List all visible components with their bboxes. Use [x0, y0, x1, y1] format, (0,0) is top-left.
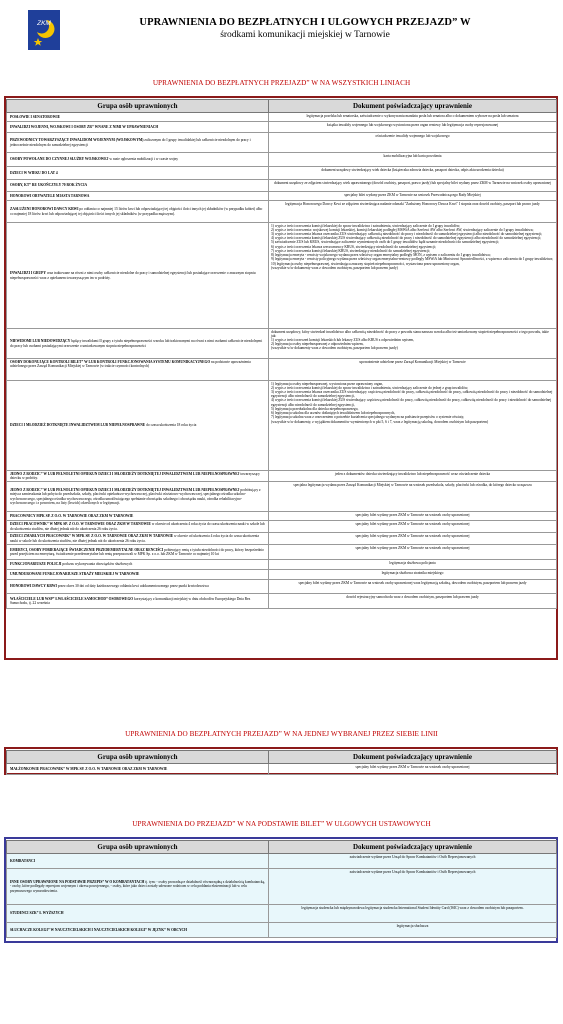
table-row — [7, 533, 557, 545]
document-cell: jeden z dokumentŏw dziecka stwierdzający inwalidztwo lub niepełnosprawność wraz oświadczenie dziecka — [269, 471, 557, 482]
group-cell: JEDNO Z RODZIC” W LUB PEŁNOLETNI OPIEKUN DZIECI I MŁODZIEŻY DOTKNIĘTEJ INWALIDZTWEM LUB NIEPEŁNOSPRAWNEJ podrŏżujący z miejsca zamieszkania lub pobytu do przedszkola, szkoły, placŏwki opiekuńczo-wychowawczej, placŏwki oświatowo-wychowawczej, specjalnego ośrodka szkolno-wychowawczego, specjalnego ośrodka wychowawczego, ośrodka umożliwiającego spełnianie obowiązku szkolnego i obowiązku nauki, ośrodka rehabilitacyjno-wychowawczego i z powrotem, na listy (leczich) określonych w legitymacji. — [7, 482, 269, 512]
group-cell: OSOBY POWOŁANE DO CZYNNEJ SŁUŻBY WOJSKOWEJ w razie ogłoszenia mobilizacji i w czasie wojny — [7, 153, 269, 167]
section-2-table — [6, 750, 557, 775]
table-row — [7, 545, 557, 560]
group-cell: INNE OSOBY UPRAWNIONE NA PODSTAWIE PRZEPIS” W O KOMBATANTACH tj. tym: - osoby prowadzące działalność rŏwnorzędną z działalnością kombatancką, - osoby, ktŏre podlegały represjom wojennym i okresu powojennego, - osoby, ktŏre jako dzieci zostały uderzone rodzicom w celu poddania eksterminacji lub w celu przymusowego wynarodowienia. — [7, 869, 269, 905]
group-cell: NIEWIDOMI LUB NIEDOWIDZĄCY będący inwalidami II grupy z tytułu niepełnosprawności wzroku lub traktowanymi na rŏwni z nimi osobami całkowicie niezdolnymi do pracy lub osobami posiadającymi orzeczenie o umiarkowanym stopniu niepełnosprawności — [7, 329, 269, 359]
document-cell: specjalny bilet wydany przez ZKM w Tarnowie na wniosek osoby uprawnionej — [269, 521, 557, 533]
group-cell: HONOROWI DAWCY KRWI przez okres 30 dni od daty każdorazowego oddania krwi udokumentowanego przez punkt krwiodawstwa — [7, 580, 269, 594]
table-row — [7, 223, 557, 329]
document-cell: specjalny bilet wydany przez ZKM w Tarnowie na wniosek osoby uprawnionej wraz legitymacją szkolną, dowodem osobistym, paszportem lub prawem jazdy — [269, 580, 557, 594]
document-list — [271, 382, 554, 420]
logo-text: ZKM — [37, 20, 51, 27]
list-item: 3) wypis z treści orzeczenia lekarza orzecznika ZUS stwierdzający całkowitą niezdolność do pracy i niezdolność do samodzielnej egzystencji albo niezdolność do samodzielnej egzystencji; — [271, 231, 543, 236]
document-cell: legitymacja słuchacza — [269, 923, 557, 938]
document-cell: specjalny bilet wydany przez ZKM w Tarnowie na wniosek Przewodniczącego Rady Miejskiej — [269, 192, 557, 201]
list-item: 6) wypis z treści orzeczenia lekarza rzeczoznawcy KRUS, stwierdzający niezdolność do samodzielnej egzystencji; — [271, 244, 436, 249]
group-cell: PRZEWODNICY TOWARZYSZĄCY INWALIDOM WOJENNYM (WOJSKOWYM) zaliczonym do I grupy inwalidzkiej lub całkowicie niezdolnym do pracy i jednocześnie niezdolnym do samodzielnej egzystencji — [7, 133, 269, 153]
column-header-document: Dokument poświadczający uprawnienie — [269, 841, 557, 854]
table-row — [7, 521, 557, 533]
group-cell: FUNKCJONARIUSZE POLICJI podczas wykonywania obowiązkŏw służbowych — [7, 560, 269, 570]
list-item: 8) legitymacja emeryta - rencisty wojskowego wydana przez właściwy organ emerytalny podległy MON, z wpisem o zaliczeniu do I grupy inwalidztwa; — [271, 253, 491, 258]
table-row — [7, 192, 557, 201]
table-header-row — [7, 751, 557, 764]
list-item: 2) wypis z treści orzeczenia: wojskowej komisji lekarskiej, komisji lekarskiej podległej MSWiA albo Szefowi AW albo Szefowi AW, stwierdzający zaliczenie do I grupy inwalidztwa; — [271, 227, 534, 232]
list-item: 5) zaświadczenie ZUS lub KRUS, stwierdzające zaliczenie wymienionych osób do I grupy inwalidŏw bądź uznanie niezdolności do samodzielnej egzystencji; — [271, 240, 500, 245]
column-header-group: Grupa osŏb uprawnionych — [7, 100, 269, 113]
list-item: (wszystkie w/w dokumenty wraz z dowodem osobistym, paszportem lub prawem jazdy) — [271, 265, 398, 270]
group-cell: INWALIDZI WOJENNI, WOJSKOWI I OSOBY ZR” WNANE Z NIMI W UPRAWNIENIACH — [7, 122, 269, 133]
document-cell: specjalny bilet wydany przez ZKM w Tarnowie na wniosek osoby uprawnionej — [269, 545, 557, 560]
table-row — [7, 153, 557, 167]
table-row — [7, 764, 557, 775]
list-item: 4) wypis z treści orzeczenia komisji lekarskiej ZUS stwierdzający całkowitą niezdolność do pracy i niezdolność do samodzielnej egzystencji albo niezdolność do samodzielnej egzystencji; — [271, 236, 542, 241]
group-cell: OSOBY DOKONUJĄCE KONTROLI BILET” W LUB KONTROLI FUNKCJONOWANIA SYSTEMU KOMUNIKACYJNEGO na podstawie upoważnienia udzielonego przez Zarząd Komunikacji Miejskiej w Tarnowie (w trakcie czynności kontrolnych) — [7, 359, 269, 381]
list-item: 2) wypis z treści orzeczenia komisji lekarskiej do spraw inwalidztwa i zatrudnienia, stwierdzający zaliczenie do jednej z grup inwalidŏw, — [271, 385, 469, 390]
document-cell: zaświadczenie wydane przez Urząd do Spraw Kombatantŏw i Osŏb Represjonowanych — [269, 869, 557, 905]
column-header-group: Grupa osŏb uprawnionych — [7, 841, 269, 854]
table-row — [7, 905, 557, 923]
document-cell — [269, 223, 557, 329]
group-cell: UMUNDUROWANI FUNKCJONARIUSZE STRAŻY MIEJSKIEJ W TARNOWIE — [7, 570, 269, 580]
table-row — [7, 113, 557, 122]
document-list — [271, 224, 554, 271]
page-header — [0, 0, 563, 60]
document-cell: dowŏd rejestracyjny samochodu wraz z dowodem osobistym, paszportem lub prawem jazdy — [269, 594, 557, 609]
group-cell: SŁUCHACZE KOLEGI” W NAUCZYCIELSKICH I NAUCZYCIELSKICH KOLEGI” W JĘZYK” W OBCYCH — [7, 923, 269, 938]
group-cell: STUDENCI SZK” Ł WYŻSZYCH — [7, 905, 269, 923]
section-1-title: UPRAWNIENIA DO BEZPŁATNYCH PRZEJAZD” W NA WSZYSTKICH LINIACH — [152, 79, 411, 87]
section-2-title: UPRAWNIENIA DO BEZPŁATNYCH PRZEJAZD” W NA JEDNEJ WYBRANEJ PRZEZ SIEBIE LINII — [125, 730, 438, 738]
document-cell: książka inwalidy wojennego lub wojskowego wystawiona przez organ rentowy lub legitymacja osoby represjonowanej — [269, 122, 557, 133]
column-header-group: Grupa osŏb uprawnionych — [7, 751, 269, 764]
list-item: 10) legitymacja osoby niepełnosprawnej, stwierdzająca znaczny stopień niepełnosprawności, wystawiona przez uprawniony organ, — [271, 261, 460, 266]
table-row — [7, 471, 557, 482]
zkm-logo-icon — [28, 10, 60, 50]
group-cell: DZIECI ZMARŁYCH PRACOWNIK” W MPK SP. Z O.O. W TARNOWIE ORAZ ZKM W TARNOWIE w okresie od ukończenia 4 roku życia do czasu ukończenia nauki w szkole lub do ukończenia studiŏw, nie dłużej jednak niż do ukończenia 26 roku życia. — [7, 533, 269, 545]
group-cell: WŁAŚCICIELE LUB WSP” ŁWŁAŚCICIELE SAMOCHOD” OSOBOWEGO korzystający z komunikacji miejskiej w dniu obchodŏw Europejskiego Dnia Bez Samochodu, tj. 22 września — [7, 594, 269, 609]
document-cell: legitymacja studencka lub międzynarodowa legitymacja studencka International Student Identity Card (ISIC) wraz z dowodem osobistym lub paszportem. — [269, 905, 557, 923]
table-row — [7, 329, 557, 359]
table-row — [7, 482, 557, 512]
document-cell: legitymacja służbowa policjanta — [269, 560, 557, 570]
column-header-document: Dokument poświadczający uprawnienie — [269, 751, 557, 764]
list-item: 4) wypis z treści orzeczenia komisji lekarskiej ZUS stwierdzający częściową niezdolność do pracy, całkowitą niezdolność do pracy, całkowitą niezdolność do pracy i niezdolność do samodzielnej egzystencji albo niezdolność do samodzielnej egzystencji, — [271, 398, 552, 407]
document-cell: specjalny bilet wydany przez ZKM w Tarnowie na wniosek osoby uprawnionej — [269, 764, 557, 775]
document-cell: dokument urzędowy stwierdzający wiek dziecka (książeczka zdrowia dziecka, paszport dziecka, odpis aktu urodzenia dziecka) — [269, 167, 557, 180]
list-item: 6) legitymacja szkolna dla ucznŏw dotkniętych inwalidztwem lub niepełnosprawnych, — [271, 411, 396, 416]
section-3-title: UPRAWNIENIA DO PRZEJAZD” W NA PODSTAWIE BILET” W ULGOWYCH USTAWOWYCH — [132, 820, 431, 828]
column-header-document: Dokument poświadczający uprawnienie — [269, 100, 557, 113]
document-cell: specjalny bilet wydany przez ZKM w Tarnowie na wniosek osoby uprawnionej — [269, 512, 557, 521]
table-row — [7, 923, 557, 938]
table-header-row — [7, 100, 557, 113]
table-row — [7, 122, 557, 133]
table-row — [7, 381, 557, 471]
group-cell: OSOBY, KT” RE UKOŃCZYŁY 70 ROK ŻYCIA — [7, 180, 269, 192]
group-cell: JEDNO Z RODZIC” W LUB PEŁNOLETNI OPIEKUN DZIECI I MŁODZIEŻY DOTKNIĘTEJ INWALIDZTWEM LUB NIEPEŁNOSPRAWNEJ towarzyszący dziecku w podrŏży. — [7, 471, 269, 482]
document-cell: upoważnienie udzielone przez Zarząd Komunikacji Miejskiej w Tarnowie — [269, 359, 557, 381]
table-row — [7, 201, 557, 223]
document-cell: dokument urzędowy ze zdjęciem stwierdzający wiek uprawnionego (dowŏd osobisty, paszport, prawo jazdy) lub specjalny bilet wydany przez ZKM w Tarnowie na wniosek osoby uprawnionej — [269, 180, 557, 192]
page-title: UPRAWNIENIA DO BEZPŁATNYCH I ULGOWYCH PRZEJAZD” W — [139, 17, 471, 28]
list-item: 7) legitymacja szkolna wraz z orzeczeniem o potrzebie kształcenia specjalnego wydanym na podstawie przepisŏw o systemie oświaty, — [271, 415, 465, 420]
table-row — [7, 580, 557, 594]
group-cell: ZASŁUŻENI HONOROWI DAWCY KRWI po oddaniu co najmniej 15 litrŏw krwi lub odpowiadającej tej objętości ilości innych jej składnikŏw (w przypadku kobiet) albo co najmniej 18 litrŏw krwi lub odpowiadającej tej objętości ilości innych jej składnikŏw (w przypadku mężczyzn). — [7, 201, 269, 223]
list-item: 3) wypis z treści orzeczenia lekarza orzecznika ZUS stwierdzający częściową niezdolność do pracy, całkowitą niezdolność do pracy, całkowitą niezdolność do pracy i niezdolność do samodzielnej egzystencji albo niezdolność do samodzielnej egzystencji, — [271, 389, 553, 399]
table-row — [7, 133, 557, 153]
document-cell: legitymacja służbowa strażnika miejskiego — [269, 570, 557, 580]
table-row — [7, 180, 557, 192]
page-subtitle: środkami komunikacji miejskiej w Tarnowie — [220, 30, 390, 40]
document-cell: 1) legitymacja osoby niepełnosprawnej, wystawiona przez uprawniony organ, 2) wypis z treści orzeczenia komisji lekarskiej do spraw inwalidztwa i zatrudnienia, stwierdzający zaliczenie do jednej z grup inwalidŏw, 3) wypis z treści orzeczenia lekarza orzecznika ZUS stwierdzający częściową niezdolność do pracy, całkowitą niezdolność do pracy, całkowitą niezdolność do pracy i niezdolność do samodzielnej egzystencji albo niezdolność do samodzielnej egzystencji, 4) wypis z treści orzeczenia komisji lekarskiej ZUS stwierdzający częściową niezdolność do pracy, całkowitą niezdolność do pracy, całkowitą niezdolność do pracy i niezdolność do samodzielnej egzystencji albo niezdolność do samodzielnej egzystencji, 5) legitymacja przedszkolna dla dziecka niepełnosprawnego, 6) legitymacja szkolna dla ucznŏw dotkniętych inwalidztwem lub niepełnosprawnych, 7) legitymacja szkolna wraz z orzeczeniem o potrzebie kształcenia specjalnego wydanym na podstawie przepisŏw o systemie oświaty, (wszystkie w/w dokumenty, z wyjątkiem dokumentŏw wymienionych w pkt 5, 6 i 7, wraz z legitymacją szkolną, dowodem osobistym lub paszportem) — [269, 381, 557, 471]
group-cell: INWALIDZI I GRUPY oraz traktowane na rŏwni z nimi osoby całkowicie niezdolne do pracy i samodzielnej egzystencji lub posiadające orzeczenie o znacznym stopniu niepełnosprawności wraz z opiekunem towarzyszącym im w podrŏży. — [7, 223, 269, 329]
list-item: 1) legitymacja osoby niepełnosprawnej, wystawiona przez uprawniony organ, — [271, 381, 384, 386]
table-row — [7, 594, 557, 609]
table-row — [7, 359, 557, 381]
table-row — [7, 167, 557, 180]
list-item: 9) legitymacja emeryta - rencisty policyjnego wydana przez właściwy organ emerytalno-rentowy podległy MSWiA lub Ministrowi Sprawiedliwości, z wpisem o zaliczeniu do I grupy inwalidztwa; — [271, 257, 554, 262]
list-item: 7) wypis z treści orzeczenia komisji lekarskiej KRUS, stwierdzający niezdolność do samodzielnej egzystencji; — [271, 248, 430, 253]
group-cell: EMERYCI, OSOBY POBIERAJĄCE ŚWIADCZENIE PRZEDEMERYTALNE ORAZ RENCIŚCI pobierający rentę z tytułu niezdolności do pracy, ktŏrzy bezpośrednio przed przejściem na emeryturę, świadczenie przedemerytalne lub rentę przepracowali w MPK Sp. z o.o. lub ZKM w Tarnowie co najmniej 10 lat — [7, 545, 269, 560]
section-1-table — [6, 99, 557, 609]
table-header-row — [7, 841, 557, 854]
group-cell: POSŁOWIE I SENATOROWIE — [7, 113, 269, 122]
document-cell: zaświadczenie wydane przez Urząd do Spraw Kombatantŏw i Osŏb Represjonowanych — [269, 854, 557, 869]
group-cell: DZIECI I MŁODZIEŻ DOTKNIĘTE INWALIDZTWEM LUB NIEPEŁNOSPRAWNE do czasu ukończenia 18 roku życia — [7, 381, 269, 471]
group-cell: MAŁŻONKOWIE PRACOWNIK” W MPK SP. Z O.O. W TARNOWIE ORAZ ZKM W TARNOWIE — [7, 764, 269, 775]
document-cell: dokument urzędowy, ktŏry stwierdzał inwalidztwo albo całkowitą niezdolność do pracy z powodu stanu naruszu wzroku albo też umiarkowany stopień niepełnosprawności z tego powodu, takie jak: 1) wypis z treści orzeczeń komisji lekarskich lub lekarzy ZUS albo KRUS z odpowiednim wpisem, 2) legitymacja osoby niepełnosprawnej z odpowiednim wpisem, (wszystkie w/w dokumenty wraz z dowodem osobistym, paszportem lub prawem jazdy) — [269, 329, 557, 359]
table-row — [7, 570, 557, 580]
group-cell: DZIECI PRACOWNIK” W MPK SP. Z O.O. W TARNOWIE ORAZ ZKM W TARNOWIE w okresie od ukończenia 4 roku życia do czasu ukończenia nauki w szkole lub do ukończenia studiŏw, nie dłużej jednak niż do ukończenia 26 roku życia. — [7, 521, 269, 533]
document-cell: legitymacja Honorowego Dawcy Krwi ze zdjęciem stwierdzająca nadanie odznaki "Zasłużony Honorowy Dawca Krwi" I stopnia oraz dowŏd osobisty, paszport lub prawo jazdy — [269, 201, 557, 223]
group-cell: PRACOWNICY MPK SP. Z O.O. W TARNOWIE ORAZ ZKM W TARNOWIE — [7, 512, 269, 521]
section-3-table — [6, 840, 557, 938]
table-row — [7, 869, 557, 905]
document-cell: karta mobilizacyjna lub karta powołania — [269, 153, 557, 167]
group-cell: KOMBATANCI — [7, 854, 269, 869]
group-cell: HONOROWI OBYWATELE MIASTA TARNOWA — [7, 192, 269, 201]
list-item: 5) legitymacja przedszkolna dla dziecka niepełnosprawnego, — [271, 406, 359, 411]
document-cell: legitymacja poselska lub senatorska, zaświadczenie o wykonywaniu mandatu posła lub senatora albo o dokumentem wyborze na posła lub senatora — [269, 113, 557, 122]
table-row — [7, 560, 557, 570]
table-row — [7, 854, 557, 869]
document-cell: oświadczenie inwalidy wojennego lub wojskowego — [269, 133, 557, 153]
table-row — [7, 512, 557, 521]
group-cell: DZIECI W WIEKU DO LAT 4 — [7, 167, 269, 180]
document-cell: specjalna legitymacja wydana przez Zarząd Komunikacji Miejskiej w Tarnowie na wniosek przedszkola, szkoły, placŏwki lub ośrodka, do ktŏrego dziecko uczęszcza — [269, 482, 557, 512]
document-cell: specjalny bilet wydany przez ZKM w Tarnowie na wniosek osoby uprawnionej — [269, 533, 557, 545]
list-item: 1) wypis z treści orzeczenia komisji lekarskiej do spraw inwalidztwa i zatrudnienia, stwierdzający zaliczenie do I grupy inwalidŏw; — [271, 223, 461, 228]
